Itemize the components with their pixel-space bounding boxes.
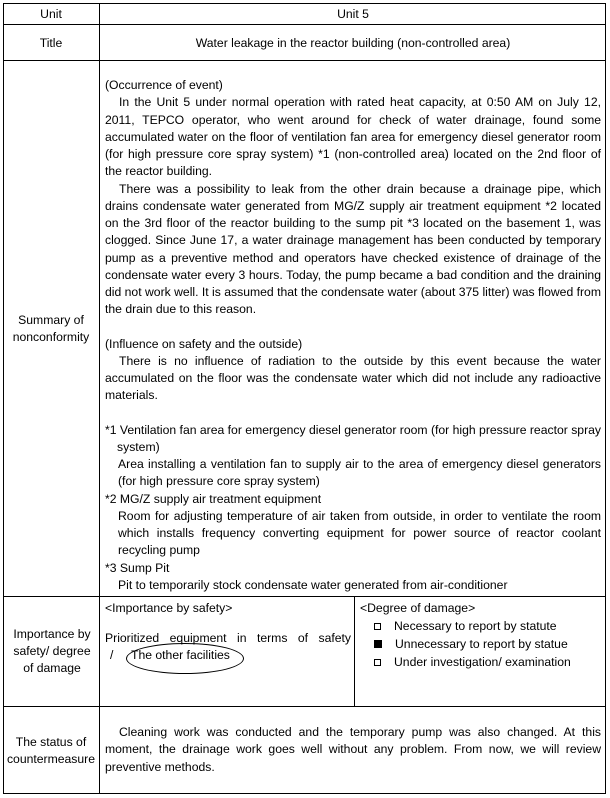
unit-value-cell	[100, 3, 606, 25]
unit-label-cell	[3, 3, 99, 25]
countermeasure-label: The status of countermeasure	[6, 734, 96, 766]
selection-circle	[126, 643, 244, 674]
unit-label: Unit	[40, 7, 62, 21]
countermeasure-label-cell	[5, 707, 97, 794]
importance-label-cell	[8, 597, 96, 706]
summary-label: Summary of nonconformity	[12, 312, 90, 344]
countermeasure-content	[105, 724, 601, 776]
countermeasure-text: Cleaning work was conducted and the temporary pump was also changed. At this moment, the drainage work goes well without any problem. From now, we will review preventive methods.	[105, 725, 601, 774]
note-3-description: Pit to temporarily stock condensate water generated from air-conditioner	[118, 577, 508, 592]
damage-option	[360, 635, 604, 653]
influence-paragraph: There is no influence of radiation to the outside by this event because the water accumulated on the floor was the condensate water which did not include any radioactive materials.	[105, 353, 601, 403]
damage-option-label: Unnecessary to report by statue	[395, 637, 568, 651]
importance-label: Importance by safety/ degree of damage	[13, 627, 91, 675]
title-label: Title	[39, 35, 63, 50]
damage-heading: <Degree of damage>	[360, 601, 476, 615]
importance-damage-cell	[360, 600, 604, 671]
summary-content	[105, 77, 601, 594]
title-value: Water leakage in the reactor building (non-controlled area)	[195, 35, 511, 50]
column-divider	[354, 596, 355, 706]
occurrence-heading: (Occurrence of event)	[105, 78, 223, 92]
note-2-description: Room for adjusting temperature of air taken from outside, in order to ventilate the room which installs frequency converting equipment for power source of reactor coolant recycling pump	[118, 508, 601, 558]
note-1-title: *1 Ventilation fan area for emergency diesel generator room (for high pressure reactor spray system)	[105, 422, 601, 454]
title-label-cell	[3, 25, 99, 60]
note-3-title: *3 Sump Pit	[105, 560, 170, 575]
damage-option-label: Under investigation/ examination	[394, 655, 571, 669]
occurrence-paragraph-2: There was a possibility to leak from the other drain because a drainage pipe, which drains condensate water generated from MG/Z supply air treatment equipment *2 located on the 3rd floor of the reactor building to the sump pit *3 located on the basement 1, was clogged. Since June 17, a water drainage management has been conducted by temporary pump as a preventive method and operators have checked existence of drainage of the condensate water every 3 hours. Today, the pump became a bad condition and the draining did not work well. It is assumed that the condensate water (about 375 litter) was flowed from the drain due to this reason.	[105, 181, 601, 317]
importance-safety-heading: <Importance by safety>	[105, 601, 233, 615]
column-divider	[99, 3, 100, 794]
other-facilities-text: The other facilities	[131, 648, 230, 662]
checkbox-filled-icon	[374, 640, 382, 648]
importance-slash: /	[110, 648, 114, 662]
prioritized-equipment-text: Prioritized equipment in terms of safety	[105, 631, 351, 645]
influence-heading: (Influence on safety and the outside)	[105, 336, 303, 351]
summary-label-cell	[5, 61, 97, 596]
unit-value: Unit 5	[337, 7, 369, 21]
note-1-description: Area installing a ventilation fan to supply air to the area of emergency diesel generators (for high pressure core spray system)	[118, 457, 601, 489]
checkbox-empty-icon	[374, 623, 381, 630]
damage-option	[360, 653, 604, 671]
title-value-cell	[100, 25, 606, 60]
damage-option	[360, 617, 604, 635]
checkbox-empty-icon	[374, 659, 381, 666]
note-2-title: *2 MG/Z supply air treatment equipment	[105, 491, 322, 506]
damage-option-label: Necessary to report by statute	[394, 619, 557, 633]
occurrence-paragraph-1: In the Unit 5 under normal operation with rated heat capacity, at 0:50 AM on July 12, 2011, TEPCO operator, who went around for check of water drainage, found some accumulated water on the floor of ventilation fan area for emergency diesel generator room (for high pressure core spray system) *1 (non-controlled area) located on the 2nd floor of the reactor building.	[105, 95, 601, 179]
